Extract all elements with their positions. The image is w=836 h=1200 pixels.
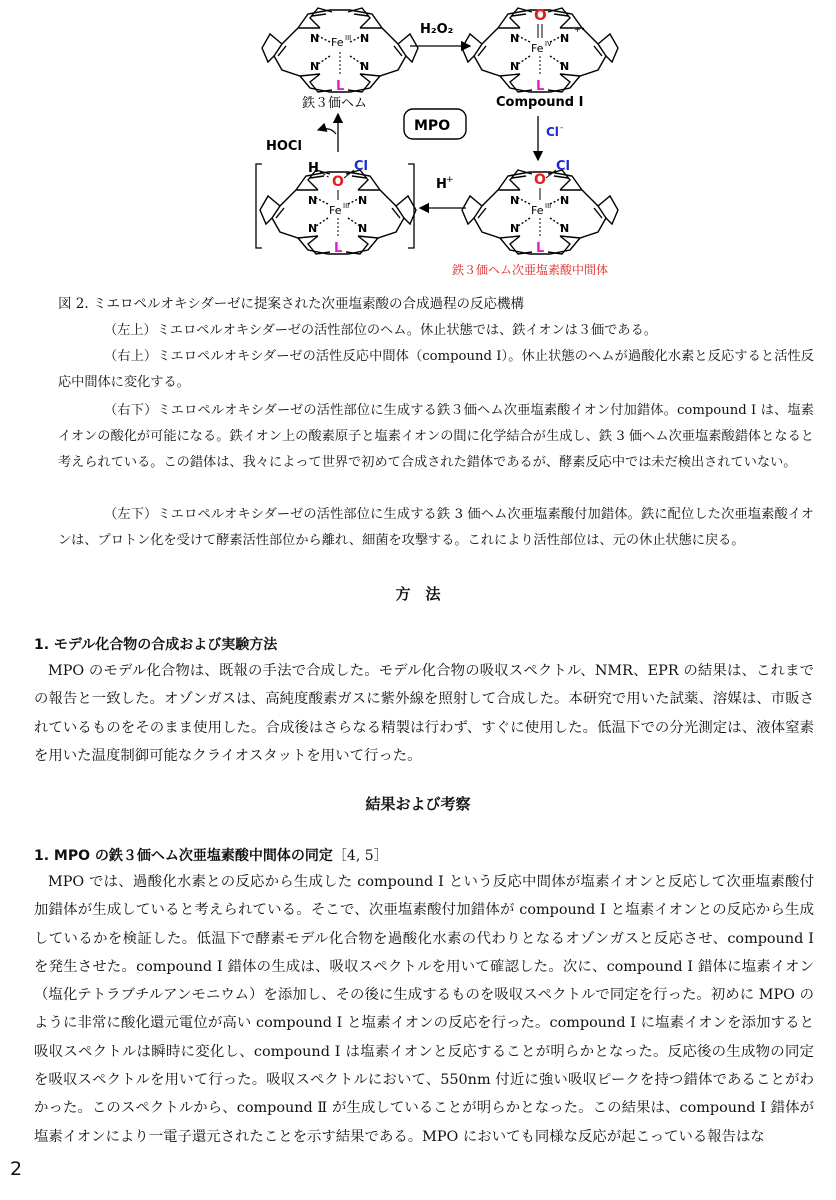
figure-caption-title: 図 2. ミエロペルオキシダーゼに提案された次亜塩素酸の合成過程の反応機構 — [58, 296, 525, 312]
page-number: 2 — [10, 1158, 23, 1180]
fe-ox-label: III — [345, 34, 352, 42]
svg-text:N: N — [310, 32, 320, 45]
fe-ox-label: III — [343, 202, 350, 210]
svg-text:N: N — [358, 222, 368, 235]
results-subheading-text: 1. MPO の鉄３価ヘム次亜塩素酸中間体の同定 — [34, 848, 333, 864]
svg-text:N: N — [310, 60, 320, 73]
caption-item-top-right: （右上）ミエロペルオキシダーゼの活性反応中間体（compound Ⅰ）。休止状態のヘムが過酸化水素と反応すると活性反応中間体に変化する。 — [58, 349, 814, 390]
reagent-h-charge: + — [446, 175, 454, 185]
reagent-cl-charge: - — [560, 123, 564, 133]
oxo-label: O — [534, 6, 547, 24]
results-subheading-ref: ［4, 5］ — [332, 848, 388, 864]
fe-label: Fe — [531, 42, 544, 55]
svg-text:N: N — [308, 194, 318, 207]
caption-item-bottom-right: （右下）ミエロペルオキシダーゼの活性部位に生成する鉄３価ヘム次亜塩素酸イオン付加錯体。compound Ⅰ は、塩素イオンの酸化が可能になる。鉄イオン上の酸素原子と塩素イオンの間に化学結合が生成し、鉄 3 価ヘム次亜塩素酸錯体となると考えられている。この錯体は、我々によって世界で初めて合成された錯体であるが、酵素反応中では未だ検出されていない。 — [58, 403, 814, 470]
svg-text:N: N — [560, 194, 570, 207]
svg-text:N: N — [360, 32, 370, 45]
mpo-center-label: MPO — [414, 118, 451, 134]
svg-text:N: N — [510, 32, 520, 45]
chlorine-label: Cl — [354, 159, 368, 174]
compound-i-structure — [462, 6, 618, 94]
oxygen-label: O — [332, 174, 344, 190]
svg-text:N: N — [510, 60, 520, 73]
hypochlorite-adduct-structure — [462, 159, 618, 256]
results-heading: 結果および考察 — [365, 795, 471, 813]
svg-text:N: N — [308, 222, 318, 235]
caption-item-top-left: （左上）ミエロペルオキシダーゼの活性部位のヘム。休止状態では、鉄イオンは３価である。 — [104, 323, 657, 338]
chlorine-label: Cl — [556, 159, 570, 174]
results-subheading — [34, 845, 388, 865]
results-paragraph: MPO では、過酸化水素との反応から生成した compound Ⅰ という反応中間体が塩素イオンと反応して次亜塩素酸付加錯体が生成していると考えられている。そこで、次亜塩素酸付加錯体が compound Ⅰ と塩素イオンとの反応から生成しているかを検証した。低温下で酵素モデル化合物を過酸化水素の代わりとなるオゾンガスと反応させ、compound Ⅰ を発生させた。compound Ⅰ 錯体の生成は、吸収スペクトルを用いて確認した。次に、compound Ⅰ 錯体に塩素イオン（塩化テトラブチルアンモニウム）を添加し、その後に生成するものを吸収スペクトルで同定を行った。初めに MPO のように非常に酸化還元電位が高い compound Ⅰ と塩素イオンの反応を行った。compound Ⅰ に塩素イオンを添加すると吸収スペクトルは瞬時に変化し、compound Ⅰ は塩素イオンと反応することが明らかとなった。反応後の生成物の同定を吸収スペクトルを用いて行った。吸収スペクトルにおいて、550nm 付近に強い吸収ピークを持つ錯体であることがわかった。このスペクトルから、compound Ⅱ が生成していることが明らかとなった。この結果は、compound Ⅰ 錯体が塩素イオンにより一電子還元されたことを示す結果である。MPO においても同様な反応が起こっている報告はな — [34, 874, 814, 1145]
heme-fe3-structure — [262, 8, 418, 94]
methods-heading: 方 法 — [395, 585, 441, 603]
svg-text:N: N — [360, 60, 370, 73]
svg-text:N: N — [358, 194, 368, 207]
fe-ox-label: III — [545, 202, 552, 210]
compound-i-label: Compound I — [496, 95, 584, 110]
axial-ligand-label: L — [334, 241, 343, 256]
axial-ligand-label: L — [336, 79, 345, 94]
heme-label: 鉄３価ヘム — [302, 96, 368, 111]
reagent-h: H — [436, 177, 447, 192]
fe-label: Fe — [331, 36, 344, 49]
axial-ligand-label: L — [536, 241, 545, 256]
fe-label: Fe — [329, 204, 342, 217]
fe-label: Fe — [531, 204, 544, 217]
proton-label: H — [308, 161, 319, 176]
svg-text:N: N — [510, 194, 520, 207]
fe-ox-label: IV — [545, 40, 552, 48]
reaction-scheme — [0, 0, 836, 290]
svg-text:N: N — [510, 222, 520, 235]
caption-item-bottom-left: （左下）ミエロペルオキシダーゼの活性部位に生成する鉄 3 価ヘム次亜塩素酸付加錯体。鉄に配位した次亜塩素酸イオンは、プロトン化を受けて酵素活性部位から離れ、細菌を攻撃する。これにより活性部位は、元の休止状態に戻る。 — [58, 507, 814, 548]
protonated-adduct-structure — [260, 159, 416, 256]
product-hocl: HOCl — [266, 139, 302, 154]
methods-paragraph: MPO のモデル化合物は、既報の手法で合成した。モデル化合物の吸収スペクトル、NMR、EPR の結果は、これまでの報告と一致した。オゾンガスは、高純度酸素ガスに紫外線を照射して合成した。本研究で用いた試薬、溶媒は、市販されているものをそのまま使用した。合成後はさらなる精製は行わず、すぐに使用した。低温下での分光測定は、液体窒素を用いた温度制御可能なクライオスタットを用いて行った。 — [34, 663, 814, 764]
svg-text:N: N — [560, 222, 570, 235]
reagent-cl: Cl — [546, 125, 559, 139]
svg-text:N: N — [560, 60, 570, 73]
adduct-label: 鉄３価ヘム次亜塩素酸中間体 — [452, 263, 609, 277]
radical-cation-label: +• — [574, 25, 586, 34]
reagent-h2o2: H₂O₂ — [420, 22, 454, 37]
methods-subheading: 1. モデル化合物の合成および実験方法 — [34, 637, 278, 653]
svg-text:N: N — [560, 32, 570, 45]
axial-ligand-label: L — [536, 79, 545, 94]
oxygen-label: O — [534, 172, 546, 188]
